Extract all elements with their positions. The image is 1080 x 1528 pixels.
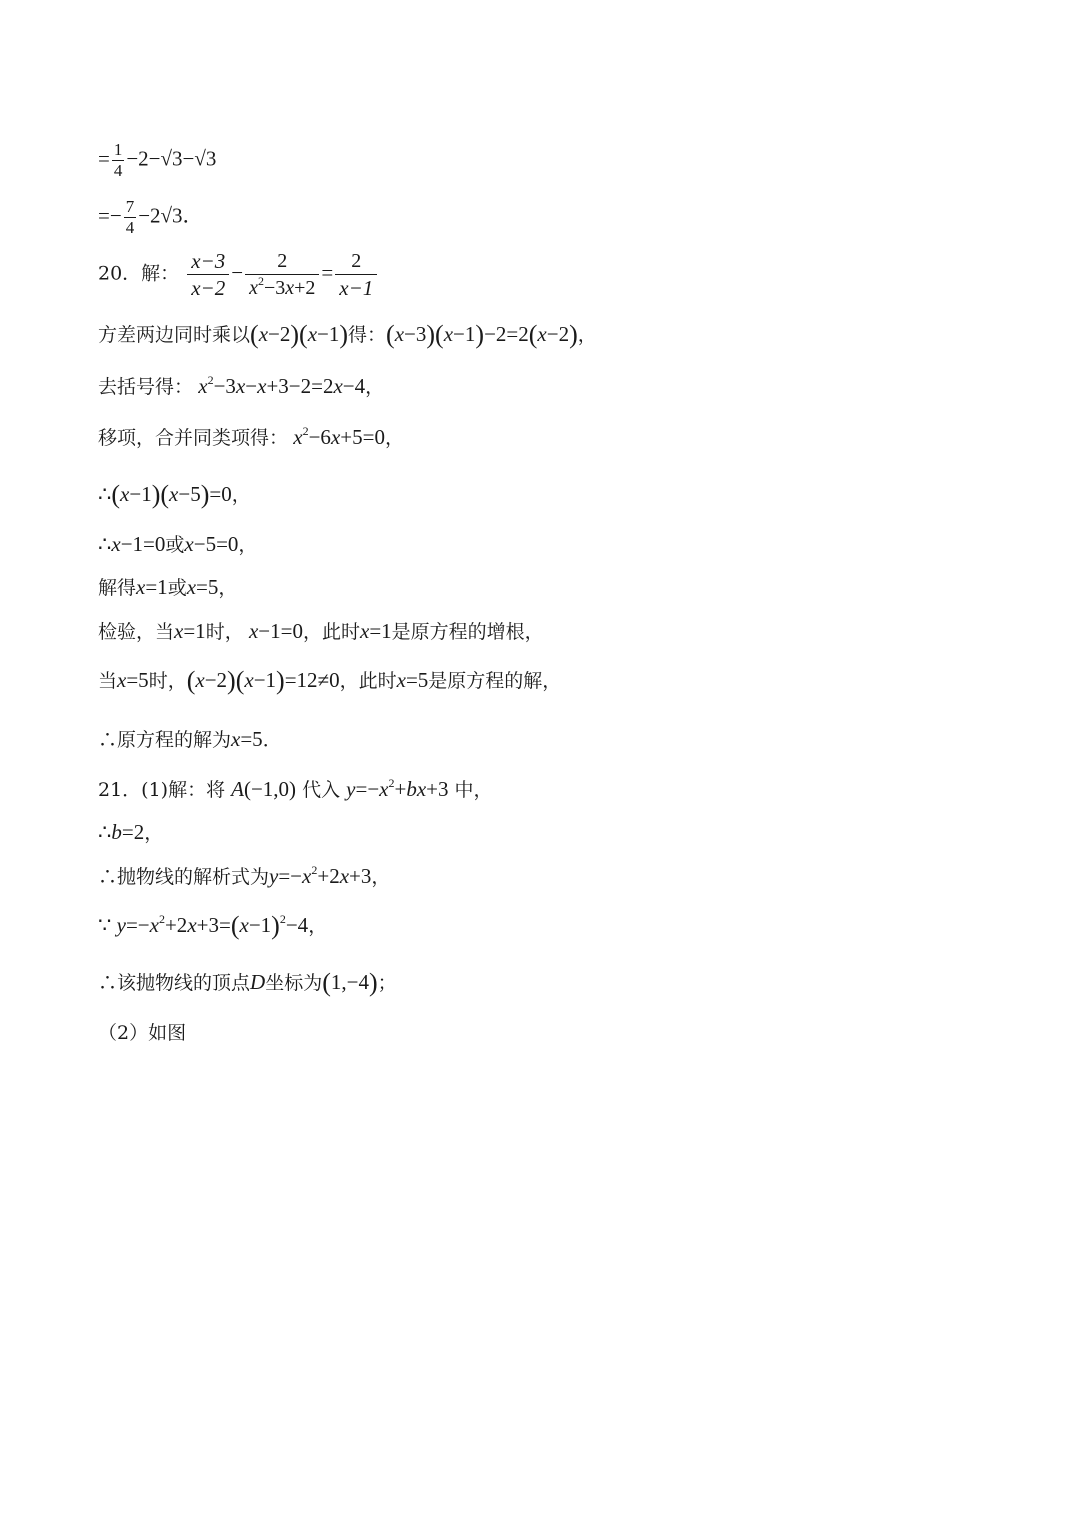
equation-line-2: =− $\frac{7}{4}$ −2√3．	[98, 197, 204, 237]
q21-step-6: （2）如图	[98, 1022, 187, 1044]
q20-step-8: 当x=5时，(x−2)(x−1)=12≠0，此时x=5是原方程的解，	[98, 666, 562, 695]
q21-step-5: ∴该抛物线的顶点D坐标为(1,−4)；	[98, 968, 397, 997]
q20-label: 20．解：	[98, 262, 180, 285]
q20-equation: 20．解： $\frac{x-3}{x-2}$ − $\frac{2}{x^2-3x+2}$ = $\frac{2}{x-1}$	[98, 248, 379, 301]
q21-step-4: ∵ $y=-x^2+2x+3=(x-1)^2-4$，	[98, 911, 328, 940]
q21-step-3: ∴抛物线的解析式为$y=-x^2+2x+3$，	[98, 863, 391, 888]
q20-step-1: 方差两边同时乘以(x−2)(x−1)得：(x−3)(x−1)−2=2(x−2)，	[98, 320, 597, 349]
q20-step-2: 去括号得： $x^2-3x-x+3-2=2x-4$，	[98, 373, 385, 398]
q20-step-9: ∴原方程的解为x=5．	[98, 727, 282, 751]
equation-line-1: = $\frac{1}{4}$ −2−√3−√3	[98, 140, 217, 180]
q20-step-7: 检验，当x=1时， x−1=0，此时x=1是原方程的增根，	[98, 619, 544, 643]
q21-step-2: ∴b=2，	[98, 820, 164, 844]
q20-step-3: 移项，合并同类项得： $x^2-6x+5=0$，	[98, 424, 404, 449]
q21-step-1: 21．(1)解：将 A(−1,0) 代入 $y=-x^2+bx+3$ 中，	[98, 776, 493, 801]
q20-step-5: ∴x−1=0或x−5=0，	[98, 532, 258, 556]
q20-step-6: 解得x=1或x=5，	[98, 575, 238, 599]
q20-step-4: ∴(x−1)(x−5)=0，	[98, 480, 251, 509]
